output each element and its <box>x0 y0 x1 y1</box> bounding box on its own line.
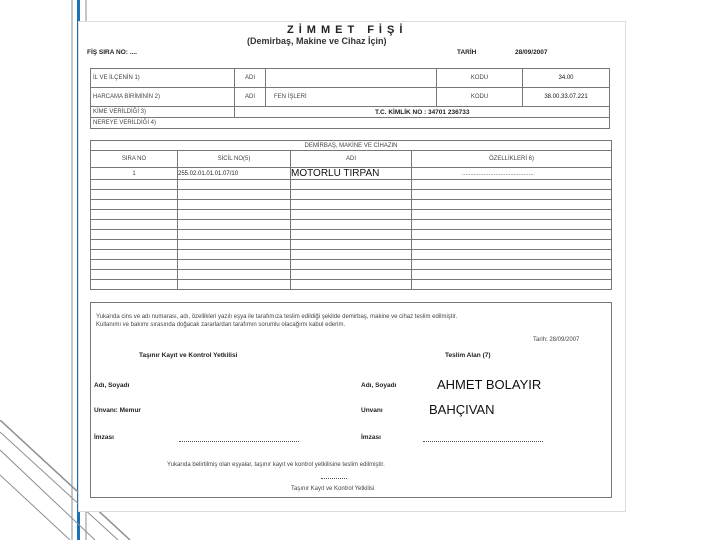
right-name-value: AHMET BOLAYIR <box>437 377 542 392</box>
table-row <box>91 240 612 250</box>
items-title: DEMİRBAŞ, MAKİNE VE CİHAZIN <box>91 141 612 151</box>
sira-no-label: FİŞ SIRA NO: .... <box>87 49 137 56</box>
tarih-value: 28/09/2007 <box>515 49 548 56</box>
tc-value: 34701 236733 <box>427 108 470 116</box>
table-row <box>91 210 612 220</box>
table-row <box>91 270 612 280</box>
tarih-label: TARİH <box>457 49 477 56</box>
adi-label: ADI <box>235 88 266 107</box>
note-line-1: Yukarıda cins ve adı numarası, adı, özellikleri yazılı eşya ile tarafımıza teslim edildiği şekilde demirbaş, makine ve cihaz teslim edilmiştir. <box>96 314 458 320</box>
right-imza-line <box>423 441 543 442</box>
table-row <box>91 230 612 240</box>
col-adi: ADI <box>291 151 412 168</box>
left-imza-label: İmzası <box>94 434 114 441</box>
left-imza-line <box>179 441 299 442</box>
form-subtitle: (Demirbaş, Makine ve Cihaz İçin) <box>247 36 387 46</box>
col-sira-no: SIRA NO <box>91 151 178 168</box>
items-table <box>90 140 612 290</box>
il-ilce-label: İL VE İLÇENİN 1) <box>91 69 235 88</box>
signature-box <box>90 302 612 498</box>
info-row <box>91 69 610 88</box>
left-adi-soyadi-label: Adı, Soyadı <box>94 382 130 389</box>
left-unvani: Unvanı: Memur <box>94 407 141 414</box>
table-row <box>91 168 612 180</box>
col-sicil-no: SİCİL NO(5) <box>178 151 291 168</box>
info-row <box>91 118 610 129</box>
right-imza-label: İmzası <box>361 434 381 441</box>
right-unvani-label: Unvanı <box>361 407 383 414</box>
sig-left-title: Taşınır Kayıt ve Kontrol Yetkilisi <box>139 352 238 359</box>
tc-cell <box>235 107 610 118</box>
table-row <box>91 220 612 230</box>
item-no: 1 <box>91 168 178 180</box>
table-row <box>91 200 612 210</box>
harcama-birimi-value: FEN İŞLERİ <box>266 88 437 107</box>
right-title-value: BAHÇIVAN <box>429 402 495 417</box>
items-header-row <box>91 151 612 168</box>
harcama-kodu-value: 38.00.33.07.221 <box>523 88 610 107</box>
il-ilce-value <box>266 69 437 88</box>
note-block <box>96 313 601 329</box>
col-ozellikleri: ÖZELLİKLERİ 6) <box>412 151 612 168</box>
il-kodu-value: 34.00 <box>523 69 610 88</box>
table-row <box>91 260 612 270</box>
item-adi: MOTORLU TIRPAN <box>291 168 412 180</box>
table-row <box>91 190 612 200</box>
header-info-table <box>90 68 610 129</box>
table-row <box>91 180 612 190</box>
right-adi-soyadi-label: Adı, Soyadı <box>361 382 397 389</box>
note-line-2: Kullanımı ve bakımı sırasında doğacak zararlardan tarafımın sorumlu olacağımı kabul ederim. <box>96 322 346 328</box>
table-row <box>91 280 612 290</box>
nereye-label: NEREYE VERİLDİĞİ 4) <box>91 118 610 129</box>
kodu-label: KODU <box>437 69 523 88</box>
harcama-birimi-label: HARCAMA BİRİMİNİN 2) <box>91 88 235 107</box>
zimmet-form <box>78 21 626 512</box>
form-title: ZİMMET FİŞİ <box>287 24 408 36</box>
info-row <box>91 88 610 107</box>
sig-right-title: Teslim Alan (7) <box>445 352 491 359</box>
adi-label: ADI <box>235 69 266 88</box>
footer-note: Yukarıda belirtilmiş olan eşyalar, taşınır kayıt ve kontrol yetkilisine teslim edilmiştir. <box>167 462 385 468</box>
kodu-label: KODU <box>437 88 523 107</box>
item-sicil: 255.02.01.01.01.07/10 <box>178 168 291 180</box>
footer-sign-line <box>321 478 347 479</box>
tarih-2: Tarih: 28/09/2007 <box>533 337 580 343</box>
tc-label: T.C. KİMLİK NO : <box>375 108 427 116</box>
info-row <box>91 107 610 118</box>
footer-signature: Taşınır Kayıt ve Kontrol Yetkilisi <box>291 486 375 492</box>
kime-label: KİME VERİLDİĞİ 3) <box>91 107 235 118</box>
table-row <box>91 250 612 260</box>
item-ozellik: ........................................... <box>412 168 612 180</box>
